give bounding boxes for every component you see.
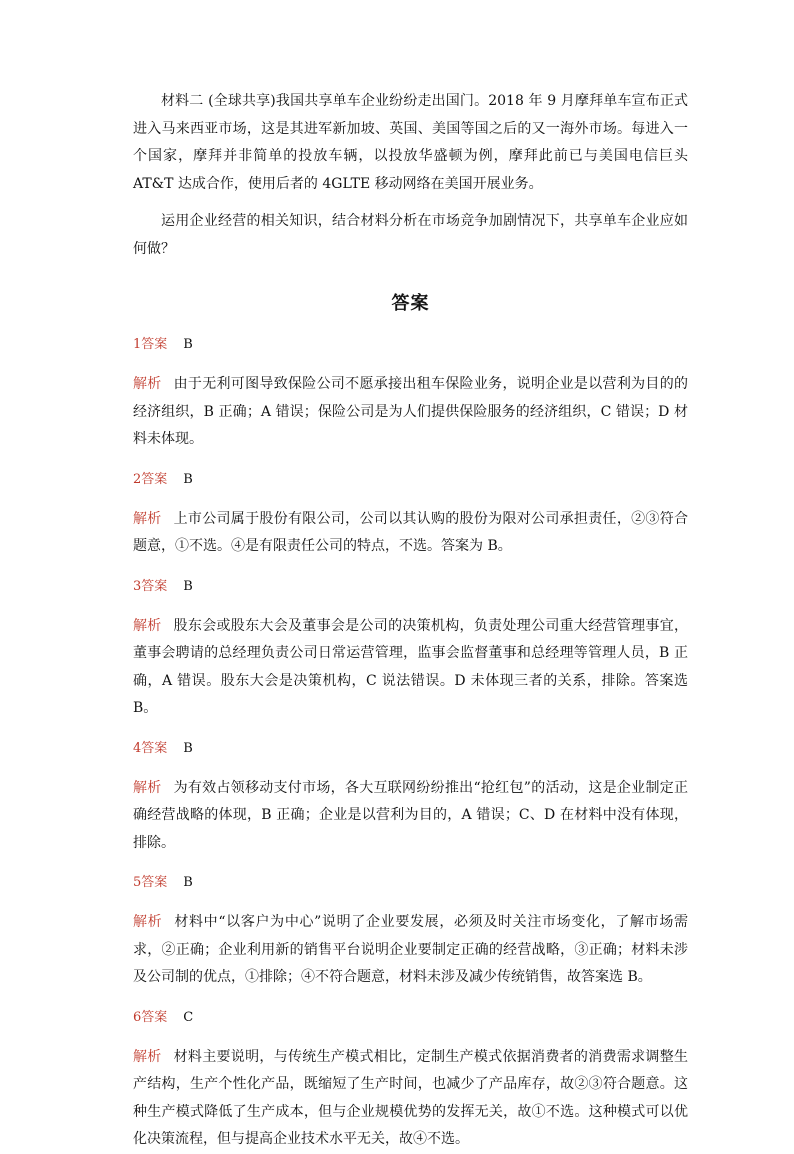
analysis-paragraph (133, 909, 688, 992)
answer-item (133, 873, 688, 992)
section-title: 答案 (391, 293, 430, 314)
analysis-label: 解析 (133, 779, 162, 796)
answer-label: 5答案 (133, 875, 168, 890)
answer-label: 2答案 (133, 471, 168, 487)
answer-line (133, 739, 688, 759)
analysis-paragraph (133, 613, 688, 723)
answer-item (133, 577, 688, 723)
answer-value: B (183, 740, 193, 756)
answer-value: B (183, 578, 193, 594)
analysis-label: 解析 (133, 617, 162, 634)
answer-value: B (183, 337, 193, 352)
analysis-text: 为有效占领移动支付市场，各大互联网纷纷推出“抢红包”的活动，这是企业制定正确经营战略的体现，B 正确；企业是以营利为目的，A 错误；C、D 在材料中没有体现，排除。 (133, 779, 688, 851)
analysis-text: 材料主要说明，与传统生产模式相比，定制生产模式依据消费者的消费需求调整生产结构，生产个性化产品，既缩短了生产时间，也减少了产品库存，故②③符合题意。这种生产模式降低了生产成本，但与企业规模优势的发挥无关，故①不选。这种模式可以优化决策流程，但与提高企业技术水平无关，故④不选。 (133, 1048, 689, 1147)
analysis-label: 解析 (133, 1048, 162, 1065)
analysis-label: 解析 (133, 376, 162, 392)
answer-label: 1答案 (133, 337, 168, 352)
answer-value: C (183, 1009, 194, 1025)
answer-line (133, 873, 688, 893)
analysis-paragraph (133, 506, 688, 561)
analysis-text: 股东会或股东大会及董事会是公司的决策机构，负责处理公司重大经营管理事宜，董事会聘请的总经理负责公司日常运营管理，监事会监督董事和总经理等管理人员，B 正确，A 错误。股东大会是决策机构，C 说法错误。D 未体现三者的关系，排除。答案选 B。 (133, 617, 689, 716)
material-paragraph: 材料二 (全球共享)我国共享单车企业纷纷走出国门。2018 年 9 月摩拜单车宣布正式进入马来西亚市场，这是其进军新加坡、英国、美国等国之后的又一海外市场。每进入一个国家，摩拜并非简单的投放车辆，以投放华盛顿为例，摩拜此前已与美国电信巨头 AT&T 达成合作，使用后者的 4GLTE 移动网络在美国开展业务。 (133, 93, 688, 192)
analysis-text: 上市公司属于股份有限公司，公司以其认购的股份为限对公司承担责任，②③符合题意，①不选。④是有限责任公司的特点，不选。答案为 B。 (133, 510, 689, 554)
answer-item (133, 1008, 688, 1154)
answer-item (133, 335, 688, 454)
analysis-text: 由于无利可图导致保险公司不愿承接出租车保险业务，说明企业是以营利为目的的经济组织，B 正确；A 错误；保险公司是为人们提供保险服务的经济组织，C 错误；D 材料未体现。 (133, 376, 689, 447)
answer-value: B (183, 875, 193, 890)
analysis-paragraph (133, 371, 688, 454)
answer-line (133, 470, 688, 490)
answer-item (133, 470, 688, 561)
analysis-paragraph (133, 1044, 688, 1154)
analysis-label: 解析 (133, 914, 163, 930)
answer-line (133, 577, 688, 597)
answer-label: 3答案 (133, 578, 168, 594)
answer-label: 4答案 (133, 740, 168, 756)
answer-item (133, 739, 688, 858)
answer-list (133, 335, 688, 1154)
question-text: 运用企业经营的相关知识，结合材料分析在市场竞争加剧情况下，共享单车企业应如何做？ (133, 213, 688, 257)
answer-label: 6答案 (133, 1009, 168, 1025)
analysis-label: 解析 (133, 510, 162, 527)
analysis-text: 材料中“以客户为中心”说明了企业要发展，必须及时关注市场变化，了解市场需求，②正确；企业利用新的销售平台说明企业要制定正确的经营战略，③正确；材料未涉及公司制的优点，①排除；④不符合题意，材料未涉及减少传统销售，故答案选 B。 (133, 914, 689, 985)
answer-value: B (183, 471, 193, 487)
answer-line (133, 335, 688, 355)
answer-line (133, 1008, 688, 1028)
analysis-paragraph (133, 775, 688, 858)
